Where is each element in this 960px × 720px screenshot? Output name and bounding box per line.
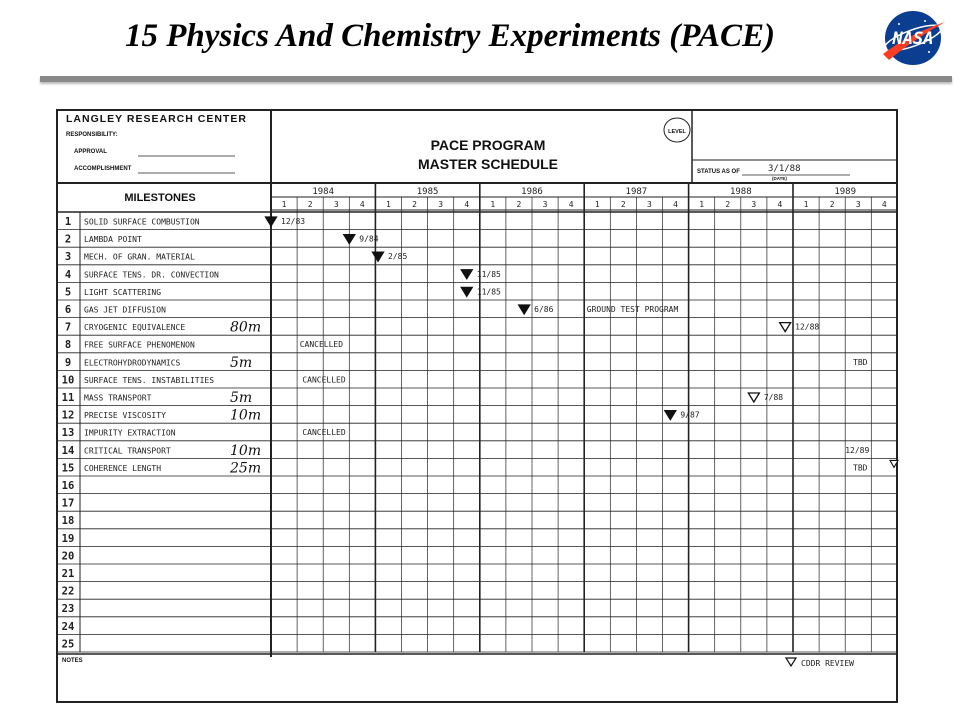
handwritten-duration: 10m: [230, 442, 262, 459]
quarter-label: 4: [359, 200, 365, 209]
quarter-label: 4: [568, 200, 574, 209]
milestone-name: GAS JET DIFFUSION: [84, 305, 166, 315]
quarter-label: 2: [307, 200, 313, 209]
program-name: PACE PROGRAM: [430, 137, 546, 153]
schedule-note: 12/89: [845, 445, 870, 455]
schedule-note: GROUND TEST PROGRAM: [586, 305, 679, 314]
year-label: 1989: [834, 187, 857, 197]
year-label: 1987: [625, 187, 648, 197]
milestones-header: MILESTONES: [124, 192, 196, 204]
row-number: 2: [64, 233, 72, 246]
quarter-label: 2: [516, 200, 522, 209]
row-number: 25: [61, 638, 75, 651]
milestone-name: MECH. OF GRAN. MATERIAL: [84, 252, 195, 262]
row-number: 18: [61, 515, 75, 528]
date-caption: (DATE): [772, 176, 787, 181]
quarter-label: 3: [438, 200, 444, 209]
schedule-note: CANCELLED: [302, 428, 346, 438]
legend-text: CDDR REVIEW: [801, 659, 854, 668]
row-number: 12: [61, 409, 75, 422]
handwritten-duration: 10m: [230, 407, 262, 424]
row-number: 1: [64, 216, 72, 228]
quarter-label: 1: [490, 200, 496, 209]
milestone-date: 12/88: [795, 322, 820, 332]
status-label: STATUS AS OF: [697, 169, 740, 175]
milestone-name: SURFACE TENS. DR. CONVECTION: [84, 270, 219, 280]
row-number: 14: [61, 444, 75, 457]
milestone-date: 2/85: [388, 252, 408, 262]
quarter-label: 4: [673, 200, 678, 209]
milestone-name: COHERENCE LENGTH: [84, 463, 162, 473]
handwritten-duration: 80m: [230, 319, 262, 336]
milestone-open-triangle-icon: [780, 323, 791, 332]
milestone-date: 11/85: [476, 269, 501, 279]
row-number: 9: [64, 356, 72, 369]
row-number: 10: [61, 374, 75, 387]
quarter-label: 1: [803, 200, 809, 209]
row-number: 15: [61, 462, 75, 475]
responsibility-label: RESPONSIBILITY:: [66, 132, 118, 138]
milestone-filled-triangle-icon: [519, 305, 530, 314]
year-label: 1986: [521, 187, 543, 197]
milestone-name: SOLID SURFACE COMBUSTION: [84, 217, 200, 227]
quarter-label: 1: [386, 200, 391, 209]
row-number: 24: [61, 620, 75, 633]
milestone-filled-triangle-icon: [461, 287, 472, 296]
milestone-filled-triangle-icon: [266, 217, 277, 226]
milestone-name: CRYOGENIC EQUIVALENCE: [84, 323, 186, 333]
row-number: 11: [61, 392, 75, 404]
row-number: 3: [64, 251, 72, 264]
quarter-label: 1: [281, 200, 287, 209]
milestone-name: MASS TRANSPORT: [84, 393, 152, 403]
quarter-label: 3: [542, 200, 548, 209]
quarter-label: 1: [594, 200, 600, 209]
level-label: LEVEL: [668, 129, 686, 135]
page-title: 15 Physics And Chemistry Experiments (PACE): [125, 18, 775, 54]
milestone-name: PRECISE VISCOSITY: [84, 411, 166, 421]
row-number: 23: [61, 603, 75, 616]
schedule-note: CANCELLED: [299, 340, 344, 350]
notes-label: NOTES: [62, 658, 83, 664]
milestone-filled-triangle-icon: [373, 252, 384, 261]
milestone-date: 9/87: [680, 410, 700, 420]
row-number: 7: [64, 321, 72, 334]
milestone-date: 11/85: [476, 287, 501, 297]
handwritten-duration: 5m: [230, 354, 253, 371]
quarter-label: 4: [881, 200, 887, 209]
row-number: 20: [61, 550, 75, 563]
year-label: 1984: [312, 187, 335, 197]
row-number: 4: [64, 268, 72, 281]
status-date: 3/1/88: [768, 164, 801, 174]
row-number: 8: [64, 339, 72, 352]
schedule-note: CANCELLED: [302, 375, 346, 385]
milestone-name: LAMBDA POINT: [84, 235, 142, 245]
milestone-filled-triangle-icon: [344, 235, 355, 244]
milestone-name: FREE SURFACE PHENOMENON: [84, 340, 195, 350]
milestone-name: CRITICAL TRANSPORT: [84, 446, 171, 456]
quarter-label: 2: [725, 200, 731, 209]
quarter-label: 3: [751, 200, 757, 209]
row-number: 22: [61, 585, 75, 598]
milestone-date: 12/83: [281, 217, 306, 226]
year-label: 1988: [729, 187, 752, 197]
milestone-date: 9/84: [359, 234, 379, 244]
row-number: 5: [64, 286, 72, 299]
milestone-date: 7/88: [763, 393, 784, 402]
accomplishment-label: ACCOMPLISHMENT: [74, 166, 132, 172]
quarter-label: 2: [620, 200, 626, 209]
center-name: LANGLEY RESEARCH CENTER: [66, 113, 247, 125]
milestone-name: IMPURITY EXTRACTION: [84, 428, 176, 438]
milestone-name: LIGHT SCATTERING: [84, 287, 162, 297]
row-number: 6: [64, 304, 72, 316]
quarter-label: 3: [333, 200, 339, 209]
year-label: 1985: [416, 187, 439, 197]
row-number: 17: [61, 497, 75, 510]
handwritten-duration: 5m: [230, 390, 253, 406]
quarter-label: 3: [647, 200, 652, 209]
row-number: 21: [61, 568, 75, 580]
milestone-open-triangle-icon: [748, 393, 759, 402]
milestone-date: 6/86: [534, 305, 554, 314]
legend-open-triangle-icon: [786, 658, 796, 666]
quarter-label: 2: [412, 200, 417, 209]
quarter-label: 1: [699, 200, 705, 209]
quarter-label: 2: [829, 200, 835, 209]
handwritten-duration: 25m: [230, 460, 262, 477]
quarter-label: 3: [855, 200, 861, 209]
svg-text:NASA: NASA: [892, 29, 934, 49]
schedule-name: MASTER SCHEDULE: [417, 156, 559, 172]
row-number: 19: [61, 532, 75, 545]
schedule-note: TBD: [853, 463, 868, 473]
quarter-label: 4: [777, 200, 783, 209]
row-number: 13: [61, 427, 75, 440]
milestone-filled-triangle-icon: [665, 411, 676, 420]
milestone-name: ELECTROHYDRODYNAMICS: [84, 358, 181, 368]
row-number: 16: [61, 480, 75, 492]
milestone-filled-triangle-icon: [461, 270, 472, 279]
quarter-label: 4: [464, 200, 470, 209]
milestone-name: SURFACE TENS. INSTABILITIES: [84, 375, 215, 385]
schedule-note: TBD: [853, 357, 868, 367]
approval-label: APPROVAL: [74, 149, 107, 155]
